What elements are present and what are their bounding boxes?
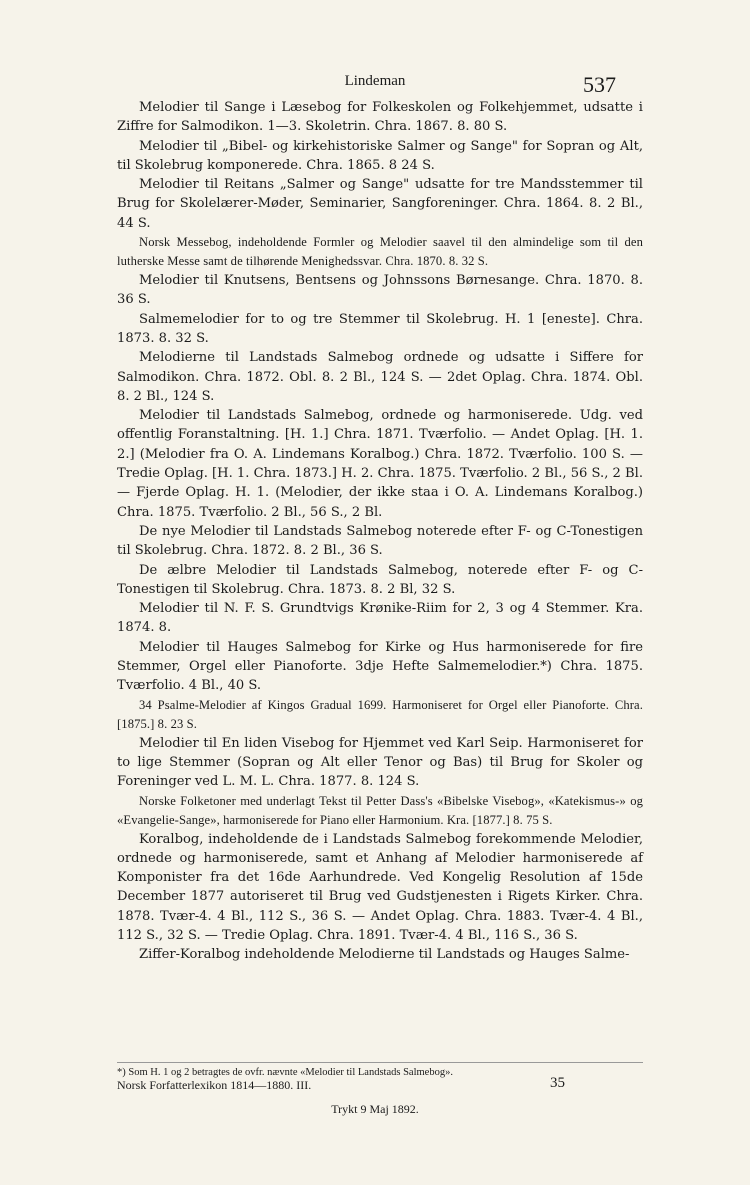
entry: Melodier til N. F. S. Grundtvigs Krønike-Riim for 2, 3 og 4 Stemmer. Kra. 1874. 8. xyxy=(117,601,643,636)
entry: 34 Psalme-Melodier af Kingos Gradual 1699. Harmoniseret for Orgel eller Pianoforte. Chra. [1875.] 8. 23 S. xyxy=(117,697,643,731)
entry: Melodierne til Landstads Salmebog ordnede og udsatte i Siffere for Salmodikon. Chra. 1872. Obl. 8. 2 Bl., 124 S. — 2det Oplag. Chra. 1874. Obl. 8. 2 Bl., 124 S. xyxy=(117,350,643,404)
signature-mark: 35 xyxy=(550,1075,565,1091)
footnote-rule xyxy=(117,1062,643,1063)
entry: Ziffer-Koralbog indeholdende Melodierne til Landstads og Hauges Salme- xyxy=(139,947,630,963)
entry: Norske Folketoner med underlagt Tekst til Petter Dass's «Bibelske Visebog», «Katekismus-» og «Evangelie-Sange», harmoniserede for Piano eller Harmonium. Kra. [1877.] 8. 75 S. xyxy=(117,793,643,827)
footnote: *) Som H. 1 og 2 betragtes de ovfr. nævnte «Melodier til Landstads Salmebog». xyxy=(117,1067,453,1078)
entry: Melodier til Knutsens, Bentsens og Johnssons Børnesange. Chra. 1870. 8. 36 S. xyxy=(117,273,643,308)
entry: Melodier til Landstads Salmebog, ordnede og harmoniserede. Udg. ved offentlig Foranstaltning. [H. 1.] Chra. 1871. Tværfolio. — Andet Oplag. [H. 1. 2.] (Melodier fra O. A. Lindemans Koralbog.) Chra. 1872. Tværfolio. 100 S. — Tredie Oplag. [H. 1. Chra. 1873.] H. 2. Chra. 1875. Tværfolio. 2 Bl., 56 S., 2 Bl. — Fjerde Oplag. H. 1. (Melodier, der ikke staa i O. A. Lindemans Koralbog.) Chra. 1875. Tværfolio. 2 Bl., 56 S., 2 Bl. xyxy=(117,408,643,520)
entry: De ælbre Melodier til Landstads Salmebog, noterede efter F- og C-Tonestigen til Skolebrug. Chra. 1873. 8. 2 Bl, 32 S. xyxy=(117,562,643,597)
entry: Melodier til Sange i Læsebog for Folkeskolen og Folkehjemmet, udsatte i Ziffre for Salmodikon. 1—3. Skoletrin. Chra. 1867. 8. 80 S. xyxy=(117,100,643,135)
entry: Melodier til Reitans „Salmer og Sange" udsatte for tre Mandsstemmer til Brug for Skolelærer-Møder, Seminarier, Sangforeninger. Chra. 1864. 8. 2 Bl., 44 S. xyxy=(117,177,643,231)
imprint-date: Trykt 9 Maj 1892. xyxy=(331,1102,419,1116)
entry: Melodier til En liden Visebog for Hjemmet ved Karl Seip. Harmoniseret for to lige Stemmer (Sopran og Alt eller Tenor og Bas) til Brug for Skoler og Foreninger ved L. M. L. Chra. 1877. 8. 124 S. xyxy=(117,735,643,790)
entry: De nye Melodier til Landstads Salmebog noterede efter F- og C-Tonestigen til Skolebrug. Chra. 1872. 8. 2 Bl., 36 S. xyxy=(117,523,643,559)
entry: Norsk Messebog, indeholdende Formler og Melodier saavel til den almindelige som til den lutherske Messe samt de tilhørende Menighedssvar. Chra. 1870. 8. 32 S. xyxy=(117,235,643,269)
running-head: Lindeman xyxy=(344,73,406,89)
entry: Melodier til „Bibel- og kirkehistoriske Salmer og Sange" for Sopran og Alt, til Skolebrug komponerede. Chra. 1865. 8 24 S. xyxy=(117,138,643,173)
page-number: 537 xyxy=(583,72,616,97)
entry: Melodier til Hauges Salmebog for Kirke og Hus harmoniserede for fire Stemmer, Orgel eller Pianoforte. 3dje Hefte Salmemelodier.*) Chra. 1875. Tværfolio. 4 Bl., 40 S. xyxy=(117,639,643,694)
footer-series-title: Norsk Forfatterlexikon 1814—1880. III. xyxy=(117,1078,312,1092)
bibliography-body xyxy=(117,98,643,965)
entry: Salmemelodier for to og tre Stemmer til Skolebrug. H. 1 [eneste]. Chra. 1873. 8. 32 S. xyxy=(117,311,643,346)
entry: Koralbog, indeholdende de i Landstads Salmebog forekommende Melodier, ordnede og harmoniserede, samt et Anhang af Melodier harmoniserede af Komponister fra det 16de Aarhundrede. Ved Kongelig Resolution af 15de December 1877 autoriseret til Brug ved Gudstjenesten i Rigets Kirker. Chra. 1878. Tvær-4. 4 Bl., 112 S., 36 S. — Andet Oplag. Chra. 1883. Tvær-4. 4 Bl., 112 S., 32 S. — Tredie Oplag. Chra. 1891. Tvær-4. 4 Bl., 116 S., 36 S. xyxy=(117,831,643,943)
